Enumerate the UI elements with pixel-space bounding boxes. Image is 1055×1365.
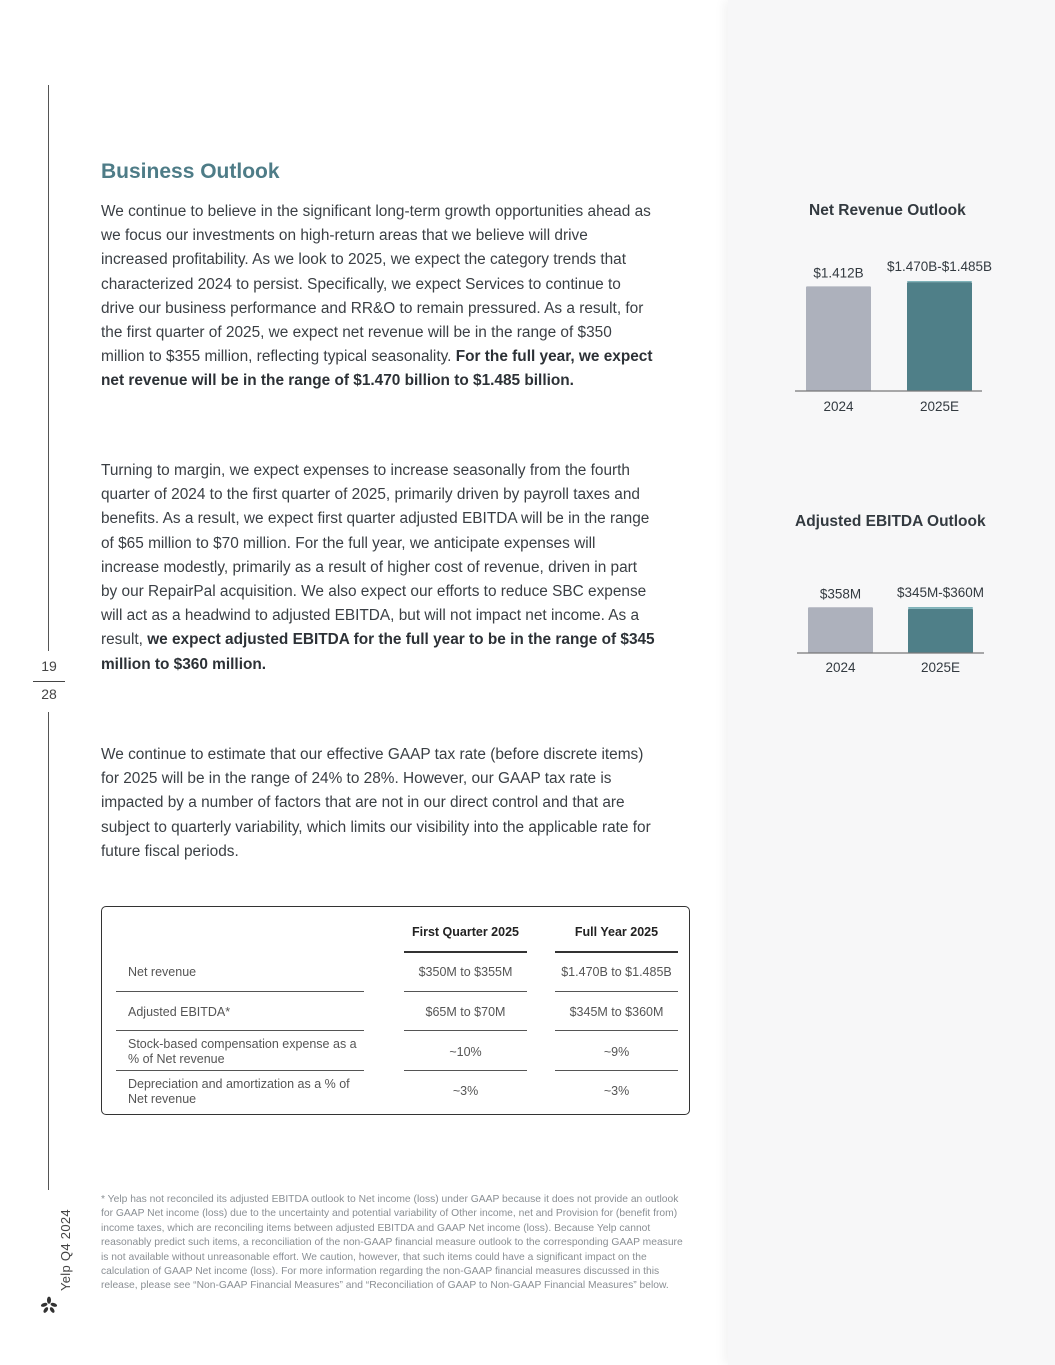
- ebitda-category-label-2025E: 2025E: [920, 660, 961, 675]
- cell-depreciation-fy: ~3%: [603, 1084, 630, 1098]
- cell-adjusted-ebitda-fy: $345M to $360M: [569, 1005, 664, 1019]
- cell-net-revenue-fy: $1.470B to $1.485B: [561, 965, 672, 979]
- net-revenue-data-label-2024: $1.412B: [813, 265, 864, 281]
- column-header-full-year: Full Year 2025: [574, 925, 659, 939]
- ebitda-category-label-2024: 2024: [825, 660, 856, 675]
- ebitda-footnote: * Yelp has not reconciled its adjusted EBITDA outlook to Net income (loss) under GAAP because it does not provide an outlook for GAAP Net income (loss) due to the uncertainty and potential variability of Other income, net and Provision for (benefit from) income taxes, which are reconciling items between adjusted EBITDA and GAAP Net income (loss). Because Yelp cannot reasonably predict such items, a reconciliation of the non-GAAP financial measure outlook to the corresponding GAAP measure is not available without unreasonable effort. We caution, however, that such items could have a significant impact on the calculation of GAAP Net income (loss). For more information regarding the non-GAAP financial measures discussed in this release, please see “Non-GAAP Financial Measures” and “Reconciliation of GAAP to Non-GAAP Financial Measures” below.: [101, 1194, 683, 1292]
- paragraph-bold-text: we expect adjusted EBITDA for the full year to be in the range of $345 million to $360 million.: [101, 631, 655, 673]
- column-header-first-quarter: First Quarter 2025: [412, 925, 519, 939]
- row-label-depreciation: Depreciation and amortization as a % of Net revenue: [128, 1077, 350, 1106]
- row-label-sbc-expense: Stock-based compensation expense as a % of Net revenue: [128, 1037, 357, 1066]
- ebitda-bar-2025E: [908, 609, 973, 653]
- cell-depreciation-q1: ~3%: [452, 1084, 479, 1098]
- cell-sbc-expense-q1: ~10%: [449, 1045, 482, 1059]
- row-label-net-revenue: Net revenue: [128, 965, 197, 979]
- current-page-number: 19: [41, 658, 57, 674]
- net-revenue-chart-title: Net Revenue Outlook: [809, 202, 966, 219]
- cell-sbc-expense-fy: ~9%: [603, 1045, 630, 1059]
- paragraph-text: Turning to margin, we expect expenses to increase seasonally from the fourth quarter of 2024 to the first quarter of 2025, primarily driven by payroll taxes and benefits. As a result, we expect first quarter adjusted EBITDA will be in the range of $65 million to $70 million. For the full year, we anticipate expenses will increase modestly, primarily as a result of higher cost of revenue, driven in part by our RepairPal acquisition. We also expect our efforts to reduce SBC expense will act as a headwind to adjusted EBITDA, but will not impact net income. As a result,: [101, 462, 650, 649]
- ebitda-bar-range-2025E: [908, 607, 973, 609]
- cell-net-revenue-q1: $350M to $355M: [418, 965, 513, 979]
- row-label-adjusted-ebitda: Adjusted EBITDA*: [128, 1005, 231, 1019]
- ebitda-bar-2024: [808, 607, 873, 653]
- page-title: Business Outlook: [101, 160, 280, 183]
- paragraph-text: We continue to believe in the significant long-term growth opportunities ahead as we focus our investments on high-return areas that we believe will drive increased profitability. As we look to 2025, we expect the category trends that characterized 2024 to persist. Specifically, we expect Services to continue to drive our business performance and RR&O to remain pressured. As a result, for the first quarter of 2025, we expect net revenue will be in the range of $350 million to $355 million, reflecting typical seasonality.: [101, 203, 651, 366]
- paragraph-bold-text: For the full year, we expect net revenue will be in the range of $1.470 billion to $1.485 billion.: [101, 348, 653, 390]
- ebitda-data-label-2024: $358M: [819, 586, 862, 602]
- net-revenue-category-label-2025E: 2025E: [919, 399, 960, 414]
- ebitda-data-label-2025E: $345M-$360M: [896, 585, 985, 600]
- brand-report-label: Yelp Q4 2024: [58, 1209, 73, 1291]
- net-revenue-category-label-2024: 2024: [823, 399, 854, 414]
- total-pages-number: 28: [41, 686, 57, 702]
- cell-adjusted-ebitda-q1: $65M to $70M: [425, 1005, 506, 1019]
- ebitda-chart-title: Adjusted EBITDA Outlook: [795, 513, 986, 530]
- tax-rate-paragraph: We continue to estimate that our effective GAAP tax rate (before discrete items) for 2025 will be in the range of 24% to 28%. However, our GAAP tax rate is impacted by a number of factors that are not in our direct control and that are subject to quarterly variability, which limits our visibility into the applicable rate for future fiscal periods.: [101, 746, 651, 860]
- net-revenue-data-label-2025E: $1.470B-$1.485B: [886, 259, 993, 274]
